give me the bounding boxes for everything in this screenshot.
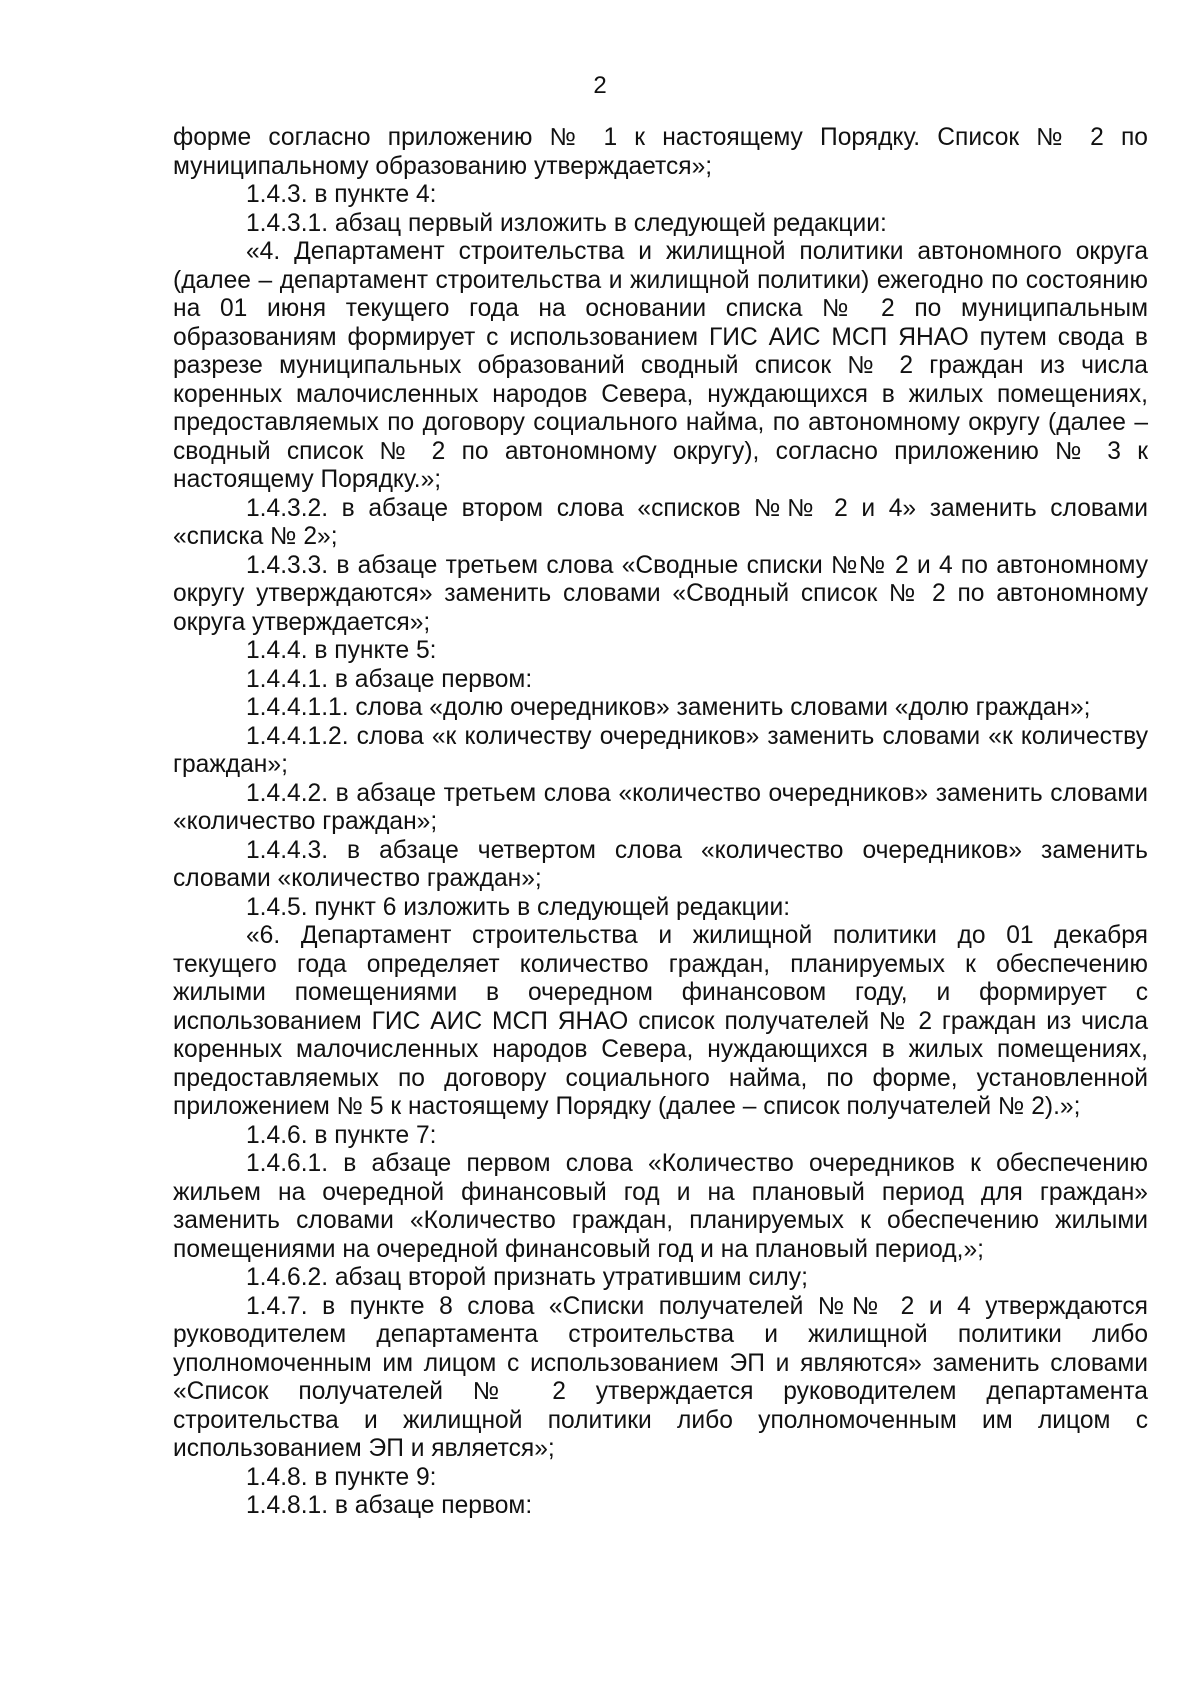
paragraph-20: 1.4.8.1. в абзаце первом: — [246, 1492, 533, 1519]
paragraph-4: «4. Департамент строительства и жилищной политики автономного округа (далее – департамент строительства и жилищной политики) ежегодно по состоянию на 01 июня текущего года на основании списка № 2 по муниципальным образованиям формирует с использованием ГИС АИС МСП ЯНАО путем свода в разрезе муниципальных образований сводный список № 2 граждан из числа коренных малочисленных народов Севера, нуждающихся в жилых помещениях, предоставляемых по договору социального найма, по автономному округу (далее – сводный список № 2 по автономному округу), согласно приложению № 3 к настоящему Порядку.»; — [173, 238, 1148, 493]
paragraph-10: 1.4.4.1.2. слова «к количеству очередников» заменить словами «к количеству граждан»; — [173, 722, 1148, 778]
paragraph-17: 1.4.6.2. абзац второй признать утратившим силу; — [246, 1264, 808, 1291]
paragraph-1: форме согласно приложению № 1 к настоящему Порядку. Список № 2 по муниципальному образованию утверждается»; — [173, 124, 1148, 180]
paragraph-16: 1.4.6.1. в абзаце первом слова «Количество очередников к обеспечению жильем на очередной финансовый год и на плановый период для граждан» заменить словами «Количество граждан, планируемых к обеспечению жилыми помещениями на очередной финансовый год и на плановый период,»; — [173, 1150, 1148, 1263]
paragraph-9: 1.4.4.1.1. слова «долю очередников» заменить словами «долю граждан»; — [246, 694, 1091, 721]
paragraph-13: 1.4.5. пункт 6 изложить в следующей редакции: — [246, 893, 791, 921]
paragraph-3: 1.4.3.1. абзац первый изложить в следующей редакции: — [246, 209, 887, 237]
paragraph-8: 1.4.4.1. в абзаце первом: — [246, 665, 533, 693]
document-body — [173, 124, 1148, 1521]
page-number: 2 — [593, 72, 607, 99]
paragraph-14: «6. Департамент строительства и жилищной политики до 01 декабря текущего года определяет количество граждан, планируемых к обеспечению жилыми помещениями в очередном финансовом году, и формирует с использованием ГИС АИС МСП ЯНАО список получателей № 2 граждан из числа коренных малочисленных народов Севера, нуждающихся в жилых помещениях, предоставляемых по договору социального найма, по форме, установленной приложением № 5 к настоящему Порядку (далее – список получателей № 2).»; — [173, 922, 1148, 1120]
paragraph-11: 1.4.4.2. в абзаце третьем слова «количество очередников» заменить словами «количество граждан»; — [173, 779, 1148, 835]
paragraph-7: 1.4.4. в пункте 5: — [246, 637, 437, 664]
paragraph-15: 1.4.6. в пункте 7: — [246, 1121, 437, 1149]
paragraph-12: 1.4.4.3. в абзаце четвертом слова «количество очередников» заменить словами «количество граждан»; — [173, 836, 1148, 892]
paragraph-18: 1.4.7. в пункте 8 слова «Списки получателей №№ 2 и 4 утверждаются руководителем департамента строительства и жилищной политики либо уполномоченным им лицом с использованием ЭП и являются» заменить словами «Список получателей № 2 утверждается руководителем департамента строительства и жилищной политики либо уполномоченным им лицом с использованием ЭП и является»; — [173, 1292, 1148, 1462]
paragraph-2: 1.4.3. в пункте 4: — [246, 181, 437, 208]
paragraph-6: 1.4.3.3. в абзаце третьем слова «Сводные списки №№ 2 и 4 по автономному округу утверждаются» заменить словами «Сводный список № 2 по автономному округа утверждается»; — [173, 551, 1148, 636]
paragraph-5: 1.4.3.2. в абзаце втором слова «списков №№ 2 и 4» заменить словами «списка № 2»; — [173, 494, 1148, 550]
paragraph-19: 1.4.8. в пункте 9: — [246, 1463, 437, 1491]
